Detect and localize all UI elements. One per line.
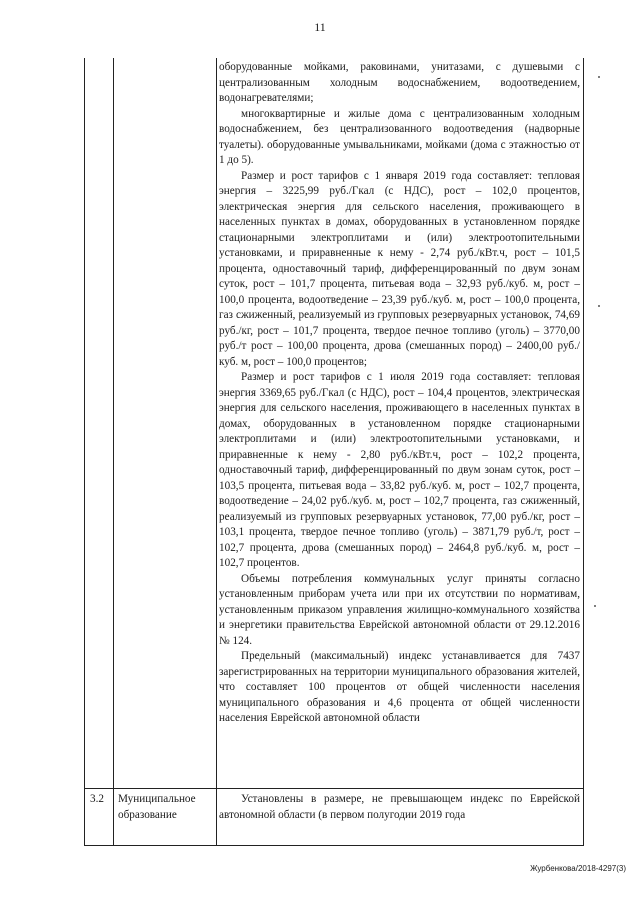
row-number: 3.2	[90, 793, 104, 805]
scan-speck	[598, 76, 600, 78]
column-divider-1	[113, 58, 114, 845]
scan-speck	[594, 605, 596, 607]
paragraph-5: Объемы потребления коммунальных услуг приняты согласно установленным приборам учета или при их отсутствии по нормативам, установленным приказом управления жилищно-коммунального хозяйства и энергетики правительства Еврейской автономной области от 29.12.2016 № 124.	[219, 572, 580, 647]
paragraph-6: Предельный (максимальный) индекс устанавливается для 7437 зарегистрированных на территории муниципального образования жителей, что составляет 100 процентов от общей численности населения муниципального образования и 4,6 процента от общей численности населения Еврейской автономной области	[219, 650, 580, 724]
row-text: Установлены в размере, не превышающем индекс по Еврейской автономной области (в первом полугодии 2019 года	[219, 793, 580, 821]
scan-speck	[598, 305, 600, 307]
document-code: Журбенкова/2018-4297(3)	[530, 864, 626, 873]
row-label: Муниципальное образование	[118, 793, 196, 821]
page-number: 11	[314, 20, 326, 34]
table-cell-content	[219, 60, 580, 727]
paragraph-1: оборудованные мойками, раковинами, унитазами, с душевыми с централизованным холодным водоснабжением, водоотведением, водонагревателями;	[219, 61, 580, 104]
paragraph-2: многоквартирные и жилые дома с централизованным холодным водоснабжением, без централизованного водоотведения (надворные туалеты). оборудованные умывальниками, мойками (дома с этажностью от 1 до 5).	[219, 107, 580, 166]
row-divider	[85, 788, 583, 789]
paragraph-3: Размер и рост тарифов с 1 января 2019 года составляет: тепловая энергия – 3225,99 руб./Гкал (с НДС), рост – 102,0 процентов, электрическая энергия для сельского населения, проживающего в населенных пунктах в домах, оборудованных в установленном порядке стационарными электроплитами и (или) электроотопительными установками, и приравненные к нему - 2,74 руб./кВт.ч, рост – 101,5 процента, одноставочный тариф, дифференцированный по двум зонам суток, рост – 101,7 процента, питьевая вода – 32,93 руб./куб. м, рост – 100,0 процента, водоотведение – 23,39 руб./куб. м, рост – 100,0 процента, газ сжиженный, реализуемый из групповых резервуарных установок, 74,69 руб./кг, рост – 101,7 процента, твердое печное топливо (уголь) – 3770,00 руб./т рост – 100,00 процента, дрова (смешанных пород) – 2400,00 руб./куб. м, рост – 100,0 процентов;	[219, 169, 580, 368]
paragraph-4: Размер и рост тарифов с 1 июля 2019 года составляет: тепловая энергия 3369,65 руб./Гкал (с НДС), рост – 104,4 процентов, электрическая энергия для сельского населения, проживающего в населенных пунктах в домах, оборудованных в установленном порядке стационарными электроплитами и (или) электроотопительными установками, и приравненные к нему - 2,80 руб./кВт.ч, рост – 102,2 процента, одноставочный тариф, дифференцированный по двум зонам суток, рост – 103,5 процента, питьевая вода – 33,82 руб./куб. м, рост – 102,7 процента, водоотведение – 24,02 руб./куб. м, рост – 102,7 процента, газ сжиженный, реализуемый из групповых резервуарных установок, 77,00 руб./кг, рост – 103,1 процента, твердое печное топливо (уголь) – 3871,79 руб./т, рост – 102,7 процента, дрова (смешанных пород) – 2464,8 руб./куб. м, рост – 102,7 процентов.	[219, 371, 580, 569]
column-divider-2	[216, 58, 217, 845]
